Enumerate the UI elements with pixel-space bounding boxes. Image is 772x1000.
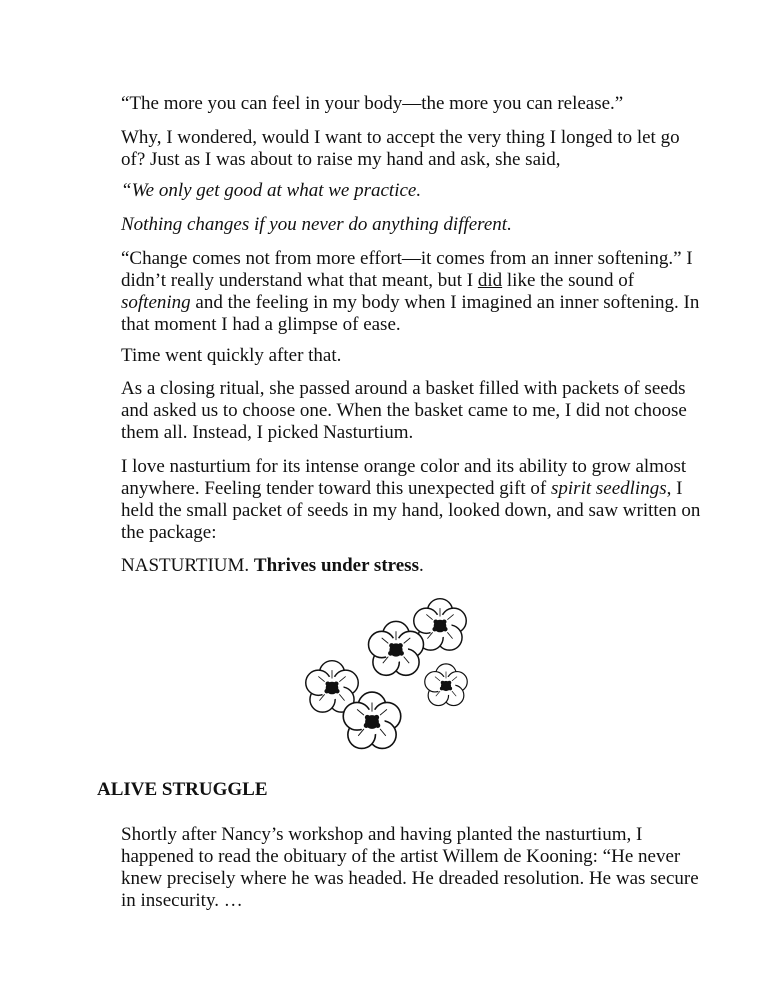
paragraph-practice: “We only get good at what we practice. [121, 180, 422, 201]
text-run: , I held the small packet of seeds in my hand, looked down, and saw written on the package: [121, 478, 701, 543]
text-run: . [418, 555, 424, 576]
text-run: like the sound of [502, 270, 635, 291]
bold-phrase: Thrives under stress [253, 555, 419, 576]
paragraph-quote-feel: “The more you can feel in your body—the more you can release.” [121, 93, 624, 114]
paragraph-softening [121, 248, 701, 336]
section-heading: ALIVE STRUGGLE [97, 779, 268, 800]
text-run: I love nasturtium for its intense orange color and its ability to grow almost anywhere. Feeling tender toward this unexpected gift of [121, 456, 687, 499]
text-run: “Change comes not from more effort—it comes from an inner softening.” I didn’t really understand what that meant, but I [121, 248, 693, 291]
paragraph-nasturtium-love [121, 456, 701, 544]
flower-2 [369, 621, 424, 675]
paragraph-closing-ritual: As a closing ritual, she passed around a basket filled with packets of seeds and asked us to choose one. When the basket came to me, I did not choose them all. Instead, I picked Nasturtium. [121, 378, 687, 443]
paragraph-wondered: Why, I wondered, would I want to accept the very thing I longed to let go of? Just as I was about to raise my hand and ask, she said, [121, 127, 680, 170]
paragraph-obituary: Shortly after Nancy’s workshop and having planted the nasturtium, I happened to read the obituary of the artist Willem de Kooning: “He never knew precisely where he was headed. He dreaded resolution. He was secure in insecurity. … [121, 824, 699, 911]
italic-phrase: spirit seedlings [551, 478, 667, 499]
flower-drawing-icon [296, 590, 476, 760]
paragraph-time: Time went quickly after that. [121, 345, 342, 366]
underlined-word: did [477, 270, 503, 291]
paragraph-nothing-changes: Nothing changes if you never do anything different. [121, 214, 512, 235]
flower-3 [425, 664, 468, 706]
text-run: and the feeling in my body when I imagined an inner softening. In that moment I had a glimpse of ease. [121, 292, 700, 335]
text-run: NASTURTIUM. [121, 555, 254, 576]
italic-word: softening [121, 292, 191, 313]
paragraph-package-label [121, 555, 701, 577]
